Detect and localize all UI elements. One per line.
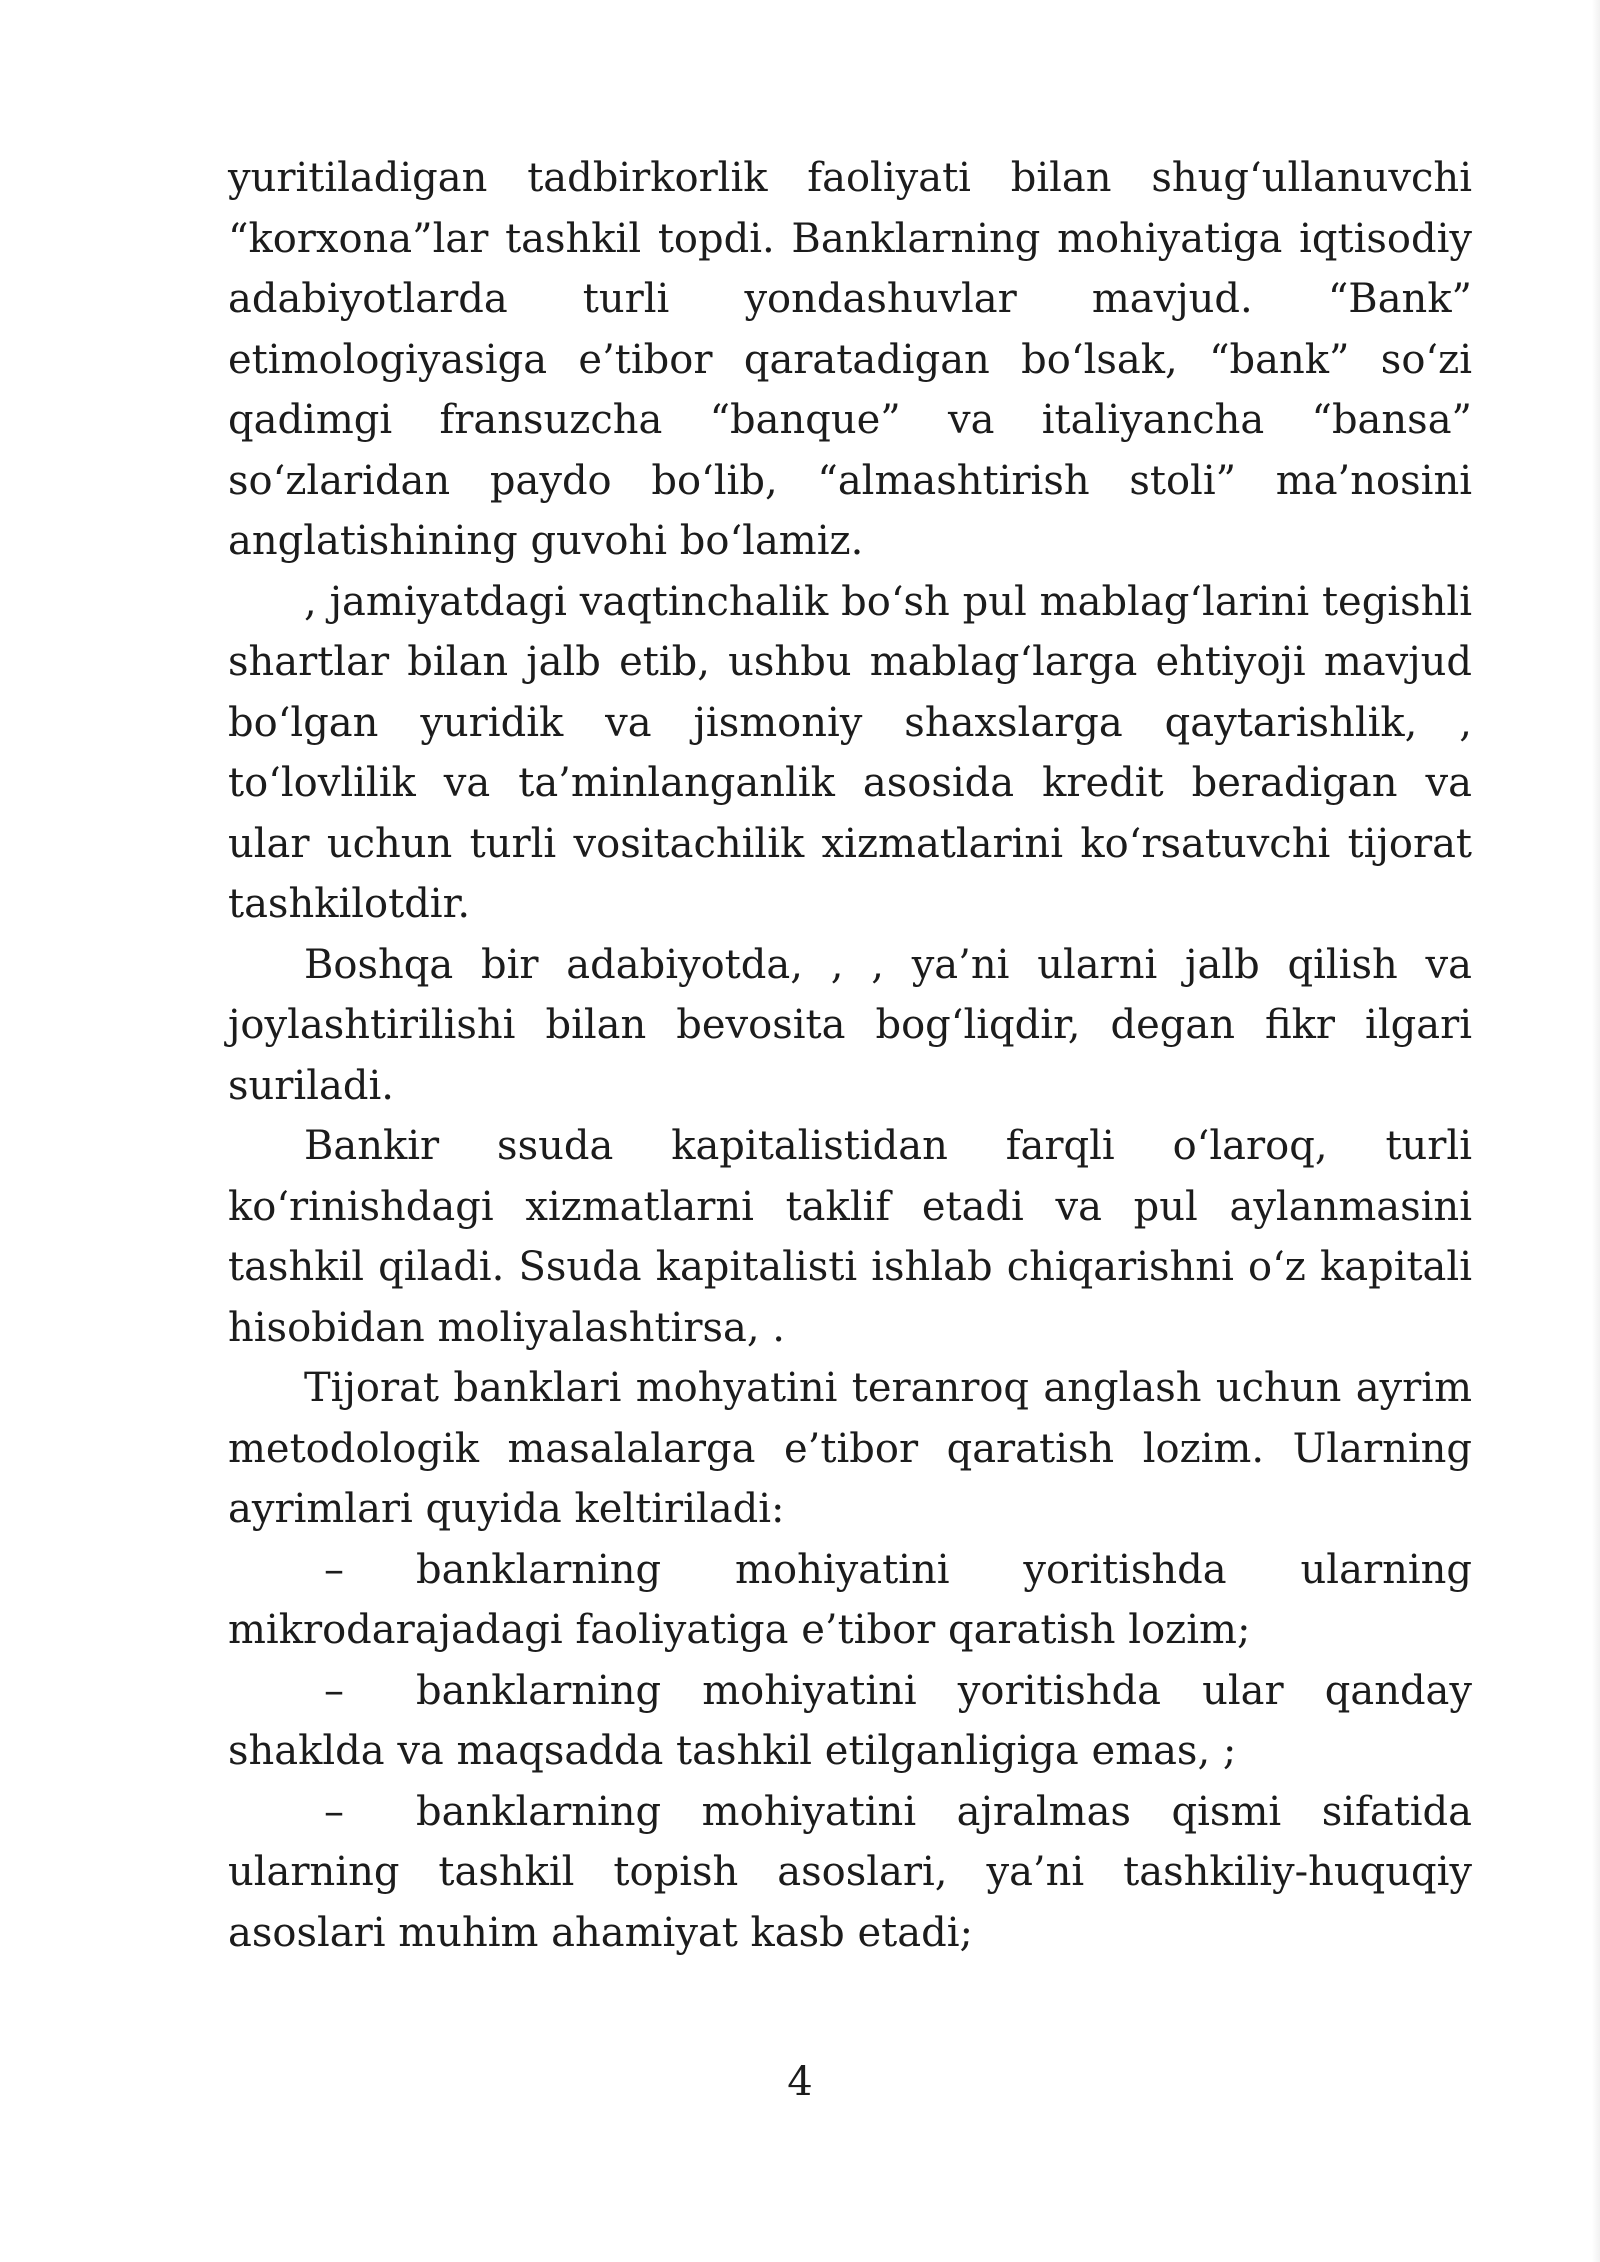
list-item-text: banklarning mohiyatini yoritishda ular qanday shaklda va maqsadda tashkil etilganligiga emas, ; xyxy=(228,1667,1472,1774)
list-dash-marker: – xyxy=(324,1667,344,1714)
list-item-text: banklarning mohiyatini yoritishda ularning mikrodarajadagi faoliyatiga e’tibor qaratish lozim; xyxy=(228,1546,1472,1653)
page-edge-shadow xyxy=(1592,0,1600,2262)
list-item xyxy=(228,1782,1472,1964)
list-item xyxy=(228,1540,1472,1661)
paragraph-bank-definition: , jamiyatdagi vaqtinchalik bo‘sh pul mablag‘larini tegishli shartlar bilan jalb etib, ushbu mablag‘larga ehtiyoji mavjud bo‘lgan yuridik va jismoniy shaxslarga qaytarishlik, , to‘lovlilik va ta’minlanganlik asosida kredit beradigan va ular uchun turli vositachilik xizmatlarini ko‘rsatuvchi tijorat tashkilotdir. xyxy=(228,578,1472,927)
paragraph-bank-etymology: yuritiladigan tadbirkorlik faoliyati bilan shug‘ullanuvchi “korxona”lar tashkil topdi. Banklarning mohiyatiga iqtisodiy adabiyotlarda turli yondashuvlar mavjud. “Bank” etimologiyasiga e’tibor qaratadigan bo‘lsak, “bank” so‘zi qadimgi fransuzcha “banque” va italiyancha “bansa” so‘zlaridan paydo bo‘lib, “almashtirish stoli” ma’nosini anglatishining guvohi bo‘lamiz. xyxy=(228,155,1472,564)
list-dash-marker: – xyxy=(324,1788,344,1835)
list-item xyxy=(228,1661,1472,1782)
paragraph-other-literature: Boshqa bir adabiyotda, , , ya’ni ularni jalb qilish va joylashtirilishi bilan bevosita bog‘liqdir, degan fikr ilgari suriladi. xyxy=(228,941,1472,1109)
body-text xyxy=(228,148,1472,1963)
page-number: 4 xyxy=(787,2059,813,2105)
paragraph-banker-vs-lender: Bankir ssuda kapitalistidan farqli o‘laroq, turli ko‘rinishdagi xizmatlarni taklif etadi va pul aylanmasini tashkil qiladi. Ssuda kapitalisti ishlab chiqarishni o‘z kapitali hisobidan moliyalashtirsa, . xyxy=(228,1123,1472,1351)
paragraph-methodology-intro: Tijorat banklari mohyatini teranroq anglash uchun ayrim metodologik masalalarga e’tibor qaratish lozim. Ularning ayrimlari quyida keltiriladi: xyxy=(228,1365,1472,1532)
list-dash-marker: – xyxy=(324,1546,344,1593)
list-item-text: banklarning mohiyatini ajralmas qismi sifatida ularning tashkil topish asoslari, ya’ni tashkiliy-huquqiy asoslari muhim ahamiyat kasb etadi; xyxy=(228,1788,1472,1956)
